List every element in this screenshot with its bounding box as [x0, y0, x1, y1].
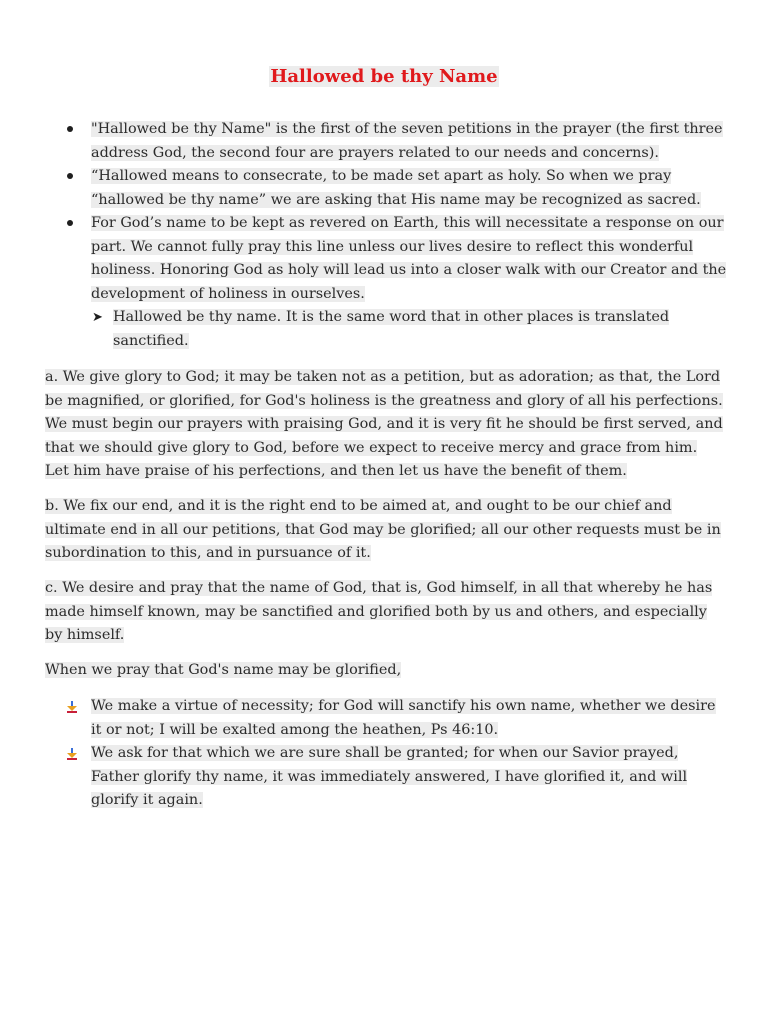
sub-list-item	[0, 306, 768, 353]
round-bullet-icon	[67, 220, 73, 226]
paragraph-a	[45, 366, 725, 484]
glorified-bullet-list	[0, 695, 768, 813]
list-item-text: We ask for that which we are sure shall be granted; for when our Savior prayed, Father glorify thy name, it was immediately answered, I have glorified it, and will glorify it again.	[91, 745, 688, 808]
list-item	[0, 742, 768, 813]
list-item-text: “Hallowed means to consecrate, to be made set apart as holy. So when we pray “hallowed be thy name” we are asking that His name may be recognized as sacred.	[91, 168, 701, 208]
colored-arrow-bullet-icon	[67, 701, 77, 713]
colored-arrow-bullet-icon	[67, 748, 77, 760]
glorified-intro-text: When we pray that God's name may be glorified,	[45, 662, 402, 678]
paragraph-c	[45, 577, 725, 648]
glorified-intro	[45, 659, 725, 683]
page-title-text: Hallowed be thy Name	[270, 66, 498, 87]
paragraph-b	[45, 495, 725, 566]
page-title	[0, 64, 768, 90]
list-item-text: We make a virtue of necessity; for God will sanctify his own name, whether we desire it or not; I will be exalted among the heathen, Ps 46:10.	[91, 698, 716, 738]
petition-bullet-list	[0, 118, 768, 353]
list-item	[0, 165, 768, 212]
round-bullet-icon	[67, 173, 73, 179]
sub-list-item-text: Hallowed be thy name. It is the same word that in other places is translated sanctified.	[113, 309, 670, 349]
paragraph-a-text: a. We give glory to God; it may be taken not as a petition, but as adoration; as that, the Lord be magnified, or glorified, for God's holiness is the greatness and glory of all his perfections. We must begin our prayers with praising God, and it is very fit he should be first served, and that we should give glory to God, before we expect to receive mercy and grace from him. Let him have praise of his perfections, and then let us have the benefit of them.	[45, 369, 723, 479]
list-item	[0, 695, 768, 742]
paragraph-c-text: c. We desire and pray that the name of God, that is, God himself, in all that whereby he has made himself known, may be sanctified and glorified both by us and others, and especially by himself.	[45, 580, 713, 643]
round-bullet-icon	[67, 126, 73, 132]
list-item	[0, 118, 768, 165]
list-item	[0, 212, 768, 306]
list-item-text: "Hallowed be thy Name" is the first of the seven petitions in the prayer (the first three address God, the second four are prayers related to our needs and concerns).	[91, 121, 723, 161]
list-item-text: For God’s name to be kept as revered on Earth, this will necessitate a response on our part. We cannot fully pray this line unless our lives desire to reflect this wonderful holiness. Honoring God as holy will lead us into a closer walk with our Creator and the development of holiness in ourselves.	[91, 215, 727, 302]
paragraph-b-text: b. We fix our end, and it is the right end to be aimed at, and ought to be our chief and ultimate end in all our petitions, that God may be glorified; all our other requests must be in subordination to this, and in pursuance of it.	[45, 498, 721, 561]
arrowhead-bullet-icon: ➤	[92, 310, 103, 325]
